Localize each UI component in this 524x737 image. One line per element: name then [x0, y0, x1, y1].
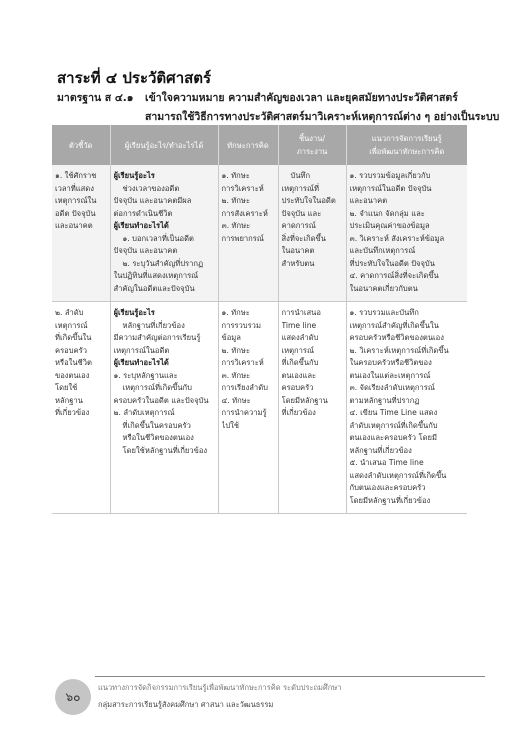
header-work-tasks: ชิ้นงาน/ ภาระงาน	[278, 125, 346, 165]
cell-line: เหตุการณ์ที่เกิดขึ้นกับ	[122, 383, 192, 392]
cell-line: หรือในชีวิต	[55, 358, 92, 367]
cell-line: โดยใช้หลักฐานที่เกี่ยวข้อง	[122, 445, 208, 455]
cell-line: ๑. ระบุหลักฐานและ	[113, 370, 178, 380]
standard-line-2: สามารถใช้วิธีการทางประวัติศาสตร์มาวิเคราะห์เหตุการณ์ต่าง ๆ อย่างเป็นระบบ	[145, 111, 500, 123]
cell-line: หลักฐาน	[55, 395, 83, 405]
curriculum-table	[52, 125, 467, 514]
cell-line: ในปฏิทินที่แสดงเหตุการณ์	[113, 271, 199, 280]
cell-line: โดยใช้	[55, 383, 78, 392]
cell-line: ที่เกิดขึ้นใน	[55, 333, 92, 342]
cell-line: ที่ประทับใจในอดีต ปัจจุบัน	[349, 258, 435, 268]
approach-cell	[346, 165, 467, 302]
work-cell	[278, 302, 346, 514]
cell-line: ๑. ทักษะ	[221, 171, 250, 180]
table-header-row	[52, 125, 467, 165]
cell-line: การเรียงลำดับ	[221, 383, 268, 392]
cell-line: ครอบครัว	[55, 345, 87, 355]
cell-line: ๒. ลำดับ	[55, 308, 84, 317]
cell-line: หรือในชีวิตของตนเอง	[122, 433, 194, 442]
cell-line: ช่วงเวลาของอดีต	[122, 183, 180, 193]
cell-line: และอนาคต	[349, 196, 388, 205]
cell-line: ผู้เรียนรู้อะไร	[113, 308, 155, 317]
footer-line-1: แนวทางการจัดกิจกรรมการเรียนรู้เพื่อพัฒนาทักษะการคิด ระดับประถมศึกษา	[98, 683, 342, 692]
cell-line: ตนเองในแต่ละเหตุการณ์	[349, 370, 431, 380]
cell-line: ๔. เขียน Time Line แสดง	[349, 408, 438, 417]
cell-line: ลำดับเหตุการณ์ที่เกิดขึ้นกับ	[349, 420, 438, 430]
cell-line: ๑. ทักษะ	[221, 308, 250, 317]
work-cell	[278, 165, 346, 302]
cell-line: ผู้เรียนทำอะไรได้	[113, 221, 169, 230]
cell-line: ปัจจุบัน และอนาคตมีผล	[113, 196, 192, 205]
indicator-cell	[52, 302, 110, 514]
cell-line: เหตุการณ์	[55, 320, 88, 330]
cell-line: ปัจจุบัน และ	[281, 208, 322, 218]
indicator-cell	[52, 165, 110, 302]
cell-line: โดยมีหลักฐานที่เกี่ยวข้อง	[349, 495, 431, 505]
cell-line: ปัจจุบัน และอนาคต	[113, 246, 178, 255]
cell-line: ประเมินคุณค่าของข้อมูล	[349, 221, 430, 230]
cell-line: ๒. ลำดับเหตุการณ์	[113, 408, 175, 417]
cell-line: ประทับใจในอดีต	[281, 196, 336, 205]
page-number: ๖๐	[65, 689, 81, 704]
cell-line: ของตนเอง	[55, 370, 90, 380]
cell-line: ที่เกี่ยวข้อง	[55, 408, 90, 417]
cell-line: ๔. คาดการณ์สิ่งที่จะเกิดขึ้น	[349, 271, 439, 280]
cell-line: เวลาที่แสดง	[55, 183, 94, 193]
cell-line: ตนเองและ	[281, 370, 317, 380]
learning-cell	[110, 165, 218, 302]
cell-line: ๒. ทักษะ	[221, 196, 251, 205]
cell-line: ที่เกิดขึ้นกับ	[281, 358, 319, 367]
cell-line: ๒. ทักษะ	[221, 345, 251, 355]
cell-line: อดีต ปัจจุบัน	[55, 208, 96, 218]
table-row	[52, 302, 467, 514]
cell-line: ในอนาคตเกี่ยวกับตน	[349, 283, 418, 293]
cell-line: ๓. วิเคราะห์ สังเคราะห์ข้อมูล	[349, 233, 445, 243]
footer-divider	[95, 676, 485, 677]
cell-line: การพยากรณ์	[221, 233, 264, 243]
cell-line: โดยมีหลักฐาน	[281, 395, 328, 405]
cell-line: คาดการณ์	[281, 221, 316, 230]
cell-line: การวิเคราะห์	[221, 358, 264, 367]
cell-line: ๑. รวบรวมข้อมูลเกี่ยวกับ	[349, 171, 431, 180]
cell-line: ผู้เรียนทำอะไรได้	[113, 358, 169, 367]
cell-line: ๒. วิเคราะห์เหตุการณ์ที่เกิดขึ้น	[349, 345, 449, 355]
cell-line: Time line	[281, 320, 317, 330]
cell-line: ตามหลักฐานที่ปรากฏ	[349, 395, 420, 405]
cell-line: หลักฐานที่เกี่ยวข้อง	[122, 320, 185, 330]
skills-cell	[218, 302, 278, 514]
cell-line: การรวบรวม	[221, 320, 261, 330]
section-title: สาระที่ ๔ ประวัติศาสตร์	[57, 69, 212, 87]
cell-line: สิ่งที่จะเกิดขึ้น	[281, 233, 326, 243]
cell-line: ๓. จัดเรียงลำดับเหตุการณ์	[349, 383, 435, 392]
cell-line: สำหรับตน	[281, 258, 315, 268]
cell-line: ครอบครัวหรือชีวิตของตนเอง	[349, 333, 444, 342]
cell-line: ๑. รวบรวมและบันทึก	[349, 308, 419, 317]
cell-line: เหตุการณ์สำคัญที่เกิดขึ้นใน	[349, 320, 439, 330]
cell-line: ในครอบครัวหรือชีวิตของ	[349, 358, 432, 367]
cell-line: ครอบครัวในอดีต และปัจจุบัน	[113, 395, 209, 405]
cell-line: และบันทึกเหตุการณ์	[349, 246, 416, 255]
cell-line: เหตุการณ์ในอดีต	[113, 345, 170, 355]
footer-line-2: กลุ่มสาระการเรียนรู้สังคมศึกษา ศาสนา และวัฒนธรรม	[98, 700, 274, 709]
cell-line: ตนเองและครอบครัว โดยมี	[349, 433, 437, 442]
cell-line: ที่เกิดขึ้นในครอบครัว	[122, 420, 191, 430]
cell-line: ๕. นำเสนอ Time line	[349, 458, 424, 467]
cell-line: หลักฐานที่เกี่ยวข้อง	[349, 445, 412, 455]
cell-line: เหตุการณ์ในอดีต ปัจจุบัน	[349, 183, 432, 193]
cell-line: บันทึก	[290, 171, 311, 180]
cell-line: ต่อการดำเนินชีวิต	[113, 208, 173, 218]
table-row	[52, 165, 467, 302]
page-number-badge	[55, 679, 91, 715]
learning-cell	[110, 302, 218, 514]
cell-line: ผู้เรียนรู้อะไร	[113, 171, 155, 180]
cell-line: กับตนเองและครอบครัว	[349, 483, 426, 492]
cell-line: ๓. ทักษะ	[221, 221, 251, 230]
cell-line: ๑. ใช้ศักราช	[55, 171, 97, 180]
approach-cell	[346, 302, 467, 514]
skills-cell	[218, 165, 278, 302]
header-thinking-skills: ทักษะการคิด	[218, 125, 278, 165]
cell-line: ๔. ทักษะ	[221, 395, 251, 405]
cell-line: เหตุการณ์ใน	[55, 196, 97, 205]
cell-line: ที่เกี่ยวข้อง	[281, 408, 316, 417]
cell-line: ครอบครัว	[281, 383, 314, 392]
header-learning: ผู้เรียนรู้อะไร/ทำอะไรได้	[110, 125, 218, 165]
cell-line: แสดงลำดับเหตุการณ์ที่เกิดขึ้น	[349, 470, 447, 480]
cell-line: แสดงลำดับ	[281, 333, 319, 342]
cell-line: การนำความรู้	[221, 408, 267, 417]
cell-line: ๒. ระบุวันสำคัญที่ปรากฏ	[122, 258, 204, 268]
cell-line: สำคัญในอดีตและปัจจุบัน	[113, 283, 195, 293]
cell-line: ข้อมูล	[221, 333, 241, 342]
cell-line: ๓. ทักษะ	[221, 370, 251, 380]
cell-line: ๒. จำแนก จัดกลุ่ม และ	[349, 208, 425, 218]
cell-line: เหตุการณ์ที่	[281, 183, 320, 193]
cell-line: ไปใช้	[221, 420, 240, 430]
cell-line: ๑. บอกเวลาที่เป็นอดีต	[122, 233, 194, 243]
header-approach: แนวการจัดการเรียนรู้ เพื่อพัฒนาทักษะการคิด	[346, 125, 467, 165]
cell-line: การวิเคราะห์	[221, 183, 264, 193]
standard-label: มาตรฐาน ส ๔.๑	[57, 92, 134, 104]
cell-line: มีความสำคัญต่อการเรียนรู้	[113, 333, 201, 342]
header-indicator: ตัวชี้วัด	[52, 125, 110, 165]
cell-line: การนำเสนอ	[281, 308, 321, 317]
cell-line: และอนาคต	[55, 221, 93, 230]
standard-line-1: เข้าใจความหมาย ความสำคัญของเวลา และยุคสมัยทางประวัติศาสตร์	[145, 92, 458, 104]
cell-line: ในอนาคต	[281, 246, 315, 255]
cell-line: เหตุการณ์	[281, 345, 315, 355]
cell-line: การสังเคราะห์	[221, 208, 268, 218]
